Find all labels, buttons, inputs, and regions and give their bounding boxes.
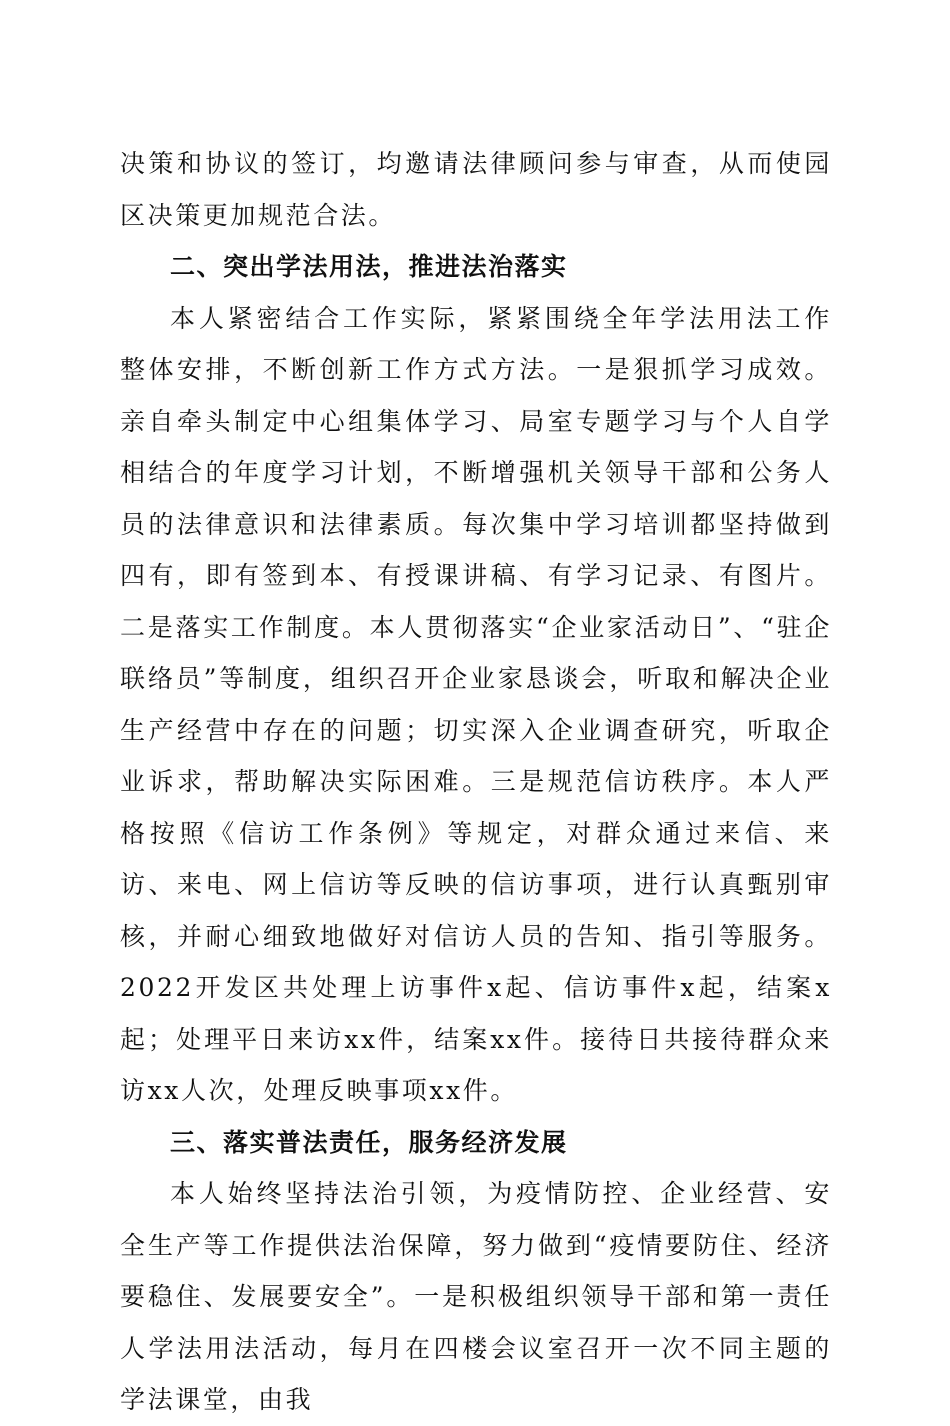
document-page [120, 138, 832, 1426]
section-heading-2: 二、突出学法用法，推进法治落实 [170, 252, 568, 281]
paragraph-legal-responsibility: 本人始终坚持法治引领，为疫情防控、企业经营、安全生产等工作提供法治保障，努力做到“疫情要防住、经济要稳住、发展要安全”。一是积极组织领导干部和第一责任人学法用法活动，每月在四楼会议室召开一次不同主题的学法课堂，由我 [120, 1179, 832, 1414]
paragraph-study-law: 本人紧密结合工作实际，紧紧围绕全年学法用法工作整体安排，不断创新工作方式方法。一是狠抓学习成效。亲自牵头制定中心组集体学习、局室专题学习与个人自学相结合的年度学习计划，不断增强机关领导干部和公务人员的法律意识和法律素质。每次集中学习培训都坚持做到四有，即有签到本、有授课讲稿、有学习记录、有图片。二是落实工作制度。本人贯彻落实“企业家活动日”、“驻企联络员”等制度，组织召开企业家恳谈会，听取和解决企业生产经营中存在的问题；切实深入企业调查研究，听取企业诉求，帮助解决实际困难。三是规范信访秩序。本人严格按照《信访工作条例》等规定，对群众通过来信、来访、来电、网上信访等反映的信访事项，进行认真甄别审核，并耐心细致地做好对信访人员的告知、指引等服务。2022开发区共处理上访事件x起、信访事件x起，结案x起；处理平日来访xx件，结案xx件。接待日共接待群众来访xx人次，处理反映事项xx件。 [120, 303, 832, 1105]
section-heading-3: 三、落实普法责任，服务经济发展 [170, 1127, 568, 1157]
paragraph-continuation: 决策和协议的签订，均邀请法律顾问参与审查，从而使园区决策更加规范合法。 [120, 149, 832, 230]
